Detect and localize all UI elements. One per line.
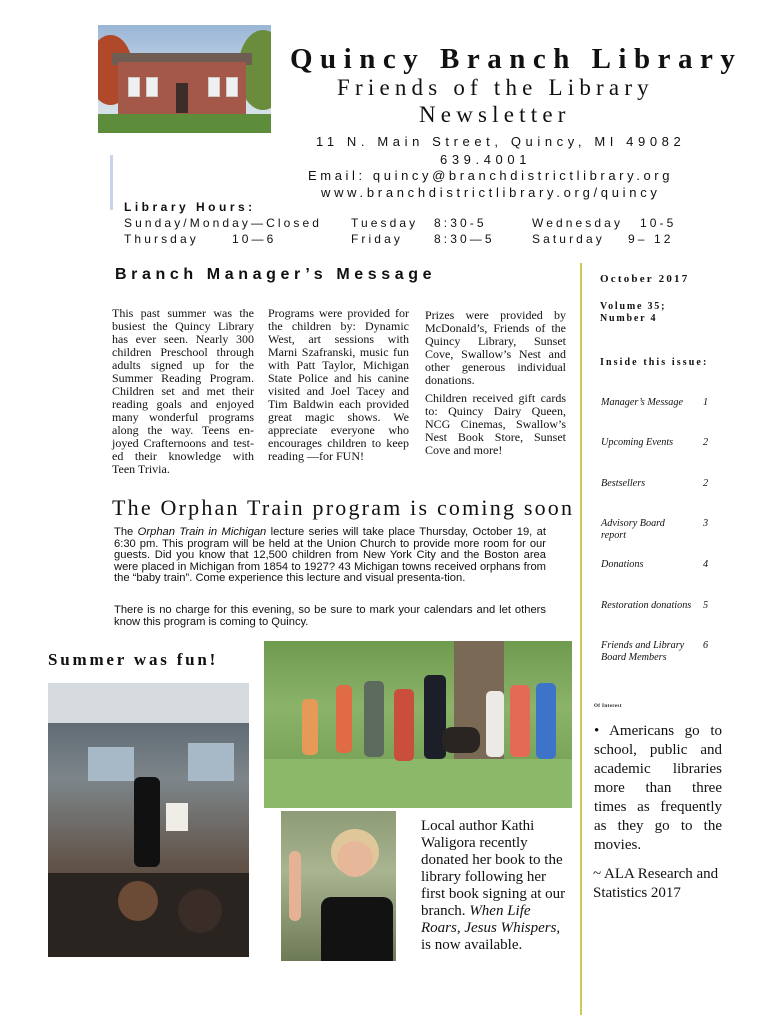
hours-tue-label: Tuesday — [351, 216, 419, 230]
header-rule — [110, 155, 113, 210]
sidebar-rule — [580, 263, 582, 1015]
manager-column-2: Programs were provided for the children by: Dynamic West, art sessions with Marni Szafranski, music fun with Patt Taylor, Michigan State Police and his canine visited and Joel Tacey and Tim Baldwin each provided great magic shows. We appreciate everyone who encourages children to keep reading —for FUN! — [268, 306, 409, 463]
orphan-train-paragraph-1: The Orphan Train in Michigan lecture series will take place Thursday, October 19, at 6:30 pm. This program will be held at the Union Church to provide more room for our guests. Did you know that 12,500 children from New York City and the Boston area were placed in Michigan from 1854 to 1927? 43 Michigan towns received orphans from the “baby train”. Come experience this lecture and visual presenta-tion. — [114, 526, 547, 584]
managers-message-heading: Branch Manager’s Message — [115, 266, 437, 283]
manager-column-3b: Children received gift cards to: Quincy Dairy Queen, NCG Cinemas, Swallow’s Nest Book Store, Sunset Cove and more! — [425, 391, 566, 457]
summer-heading: Summer was fun! — [48, 650, 219, 669]
fact-source: ~ ALA Research and Statistics 2017 — [593, 866, 719, 901]
toc-item: Donations — [601, 559, 644, 570]
hours-thu-time: 10—6 — [232, 232, 277, 246]
issue-volume: Volume 35; Number 4 — [600, 301, 667, 324]
toc-page-number: 5 — [703, 600, 709, 611]
hours-wed-label: Wednesday — [532, 216, 624, 230]
hours-fri-time: 8:30—5 — [434, 232, 495, 246]
manager-column-3a: Prizes were provided by McDonald’s, Friends of the Quincy Library, Sunset Cove, Swallow’s Nest and other generous individual donations. — [425, 308, 566, 387]
masthead-title: Quincy Branch Library — [290, 43, 743, 75]
toc-item: Upcoming Events — [601, 437, 674, 448]
author-caption: Local author Kathi Waligora recently donated her book to the library following her first book signing at our branch. When Life Roars, Jesus Whispers, is now available. — [421, 818, 566, 953]
hours-thu-label: Thursday — [124, 232, 199, 246]
address: 11 N. Main Street, Quincy, MI 49082 — [316, 134, 686, 149]
website: www.branchdistrictlibrary.org/quincy — [321, 185, 661, 200]
hours-sun-mon: Sunday/Monday—Closed — [124, 216, 323, 230]
toc-item: Manager’s Message — [601, 397, 683, 408]
toc-page-number: 2 — [703, 478, 709, 489]
hours-wed-time: 10-5 — [640, 216, 677, 230]
hours-label: Library Hours: — [124, 200, 256, 214]
issue-date: October 2017 — [600, 273, 690, 285]
toc-page-number: 1 — [703, 397, 709, 408]
hours-sat-time: 9– 12 — [628, 232, 674, 246]
toc-item: Friends and Library Board Members — [601, 640, 685, 663]
hours-sat-label: Saturday — [532, 232, 605, 246]
hours-tue-time: 8:30-5 — [434, 216, 487, 230]
toc-page-number: 2 — [703, 437, 709, 448]
orphan-train-paragraph-2: There is no charge for this evening, so be sure to mark your calendars and let others know this program is coming to Quincy. — [114, 604, 546, 628]
library-building-photo — [98, 25, 271, 133]
masthead-subtitle-2: Newsletter — [419, 102, 571, 127]
toc-item: Bestsellers — [601, 478, 646, 489]
hours-fri-label: Friday — [351, 232, 403, 246]
inside-this-issue-label: Inside this issue: — [600, 357, 709, 368]
orphan-train-heading: The Orphan Train program is coming soon — [112, 495, 575, 520]
library-fact: • Americans go to school, public and academic libraries more than three times as frequently as they go to the movies. — [594, 723, 722, 853]
of-interest-label: Of Interest — [594, 704, 622, 709]
manager-column-1: This past summer was the busiest the Quincy Library has ever seen. Nearly 300 children Preschool through adults signed up for the Summer Reading Program. Children set and met their reading goals and enjoyed many wonderful programs along the way. Teens en-joyed Crafternoons and test-ed their knowledge with Teen Trivia. — [112, 306, 254, 476]
email: Email: quincy@branchdistrictlibrary.org — [308, 168, 674, 183]
toc-item: Restoration donations — [601, 600, 692, 611]
toc-page-number: 3 — [703, 518, 709, 529]
magic-show-photo — [48, 683, 249, 957]
phone: 639.4001 — [440, 152, 532, 167]
toc-page-number: 4 — [703, 559, 709, 570]
toc-item: Advisory Board report — [601, 518, 665, 541]
author-photo — [281, 811, 396, 961]
masthead-subtitle: Friends of the Library — [337, 75, 654, 100]
toc-page-number: 6 — [703, 640, 709, 651]
children-police-dog-photo — [264, 641, 572, 808]
